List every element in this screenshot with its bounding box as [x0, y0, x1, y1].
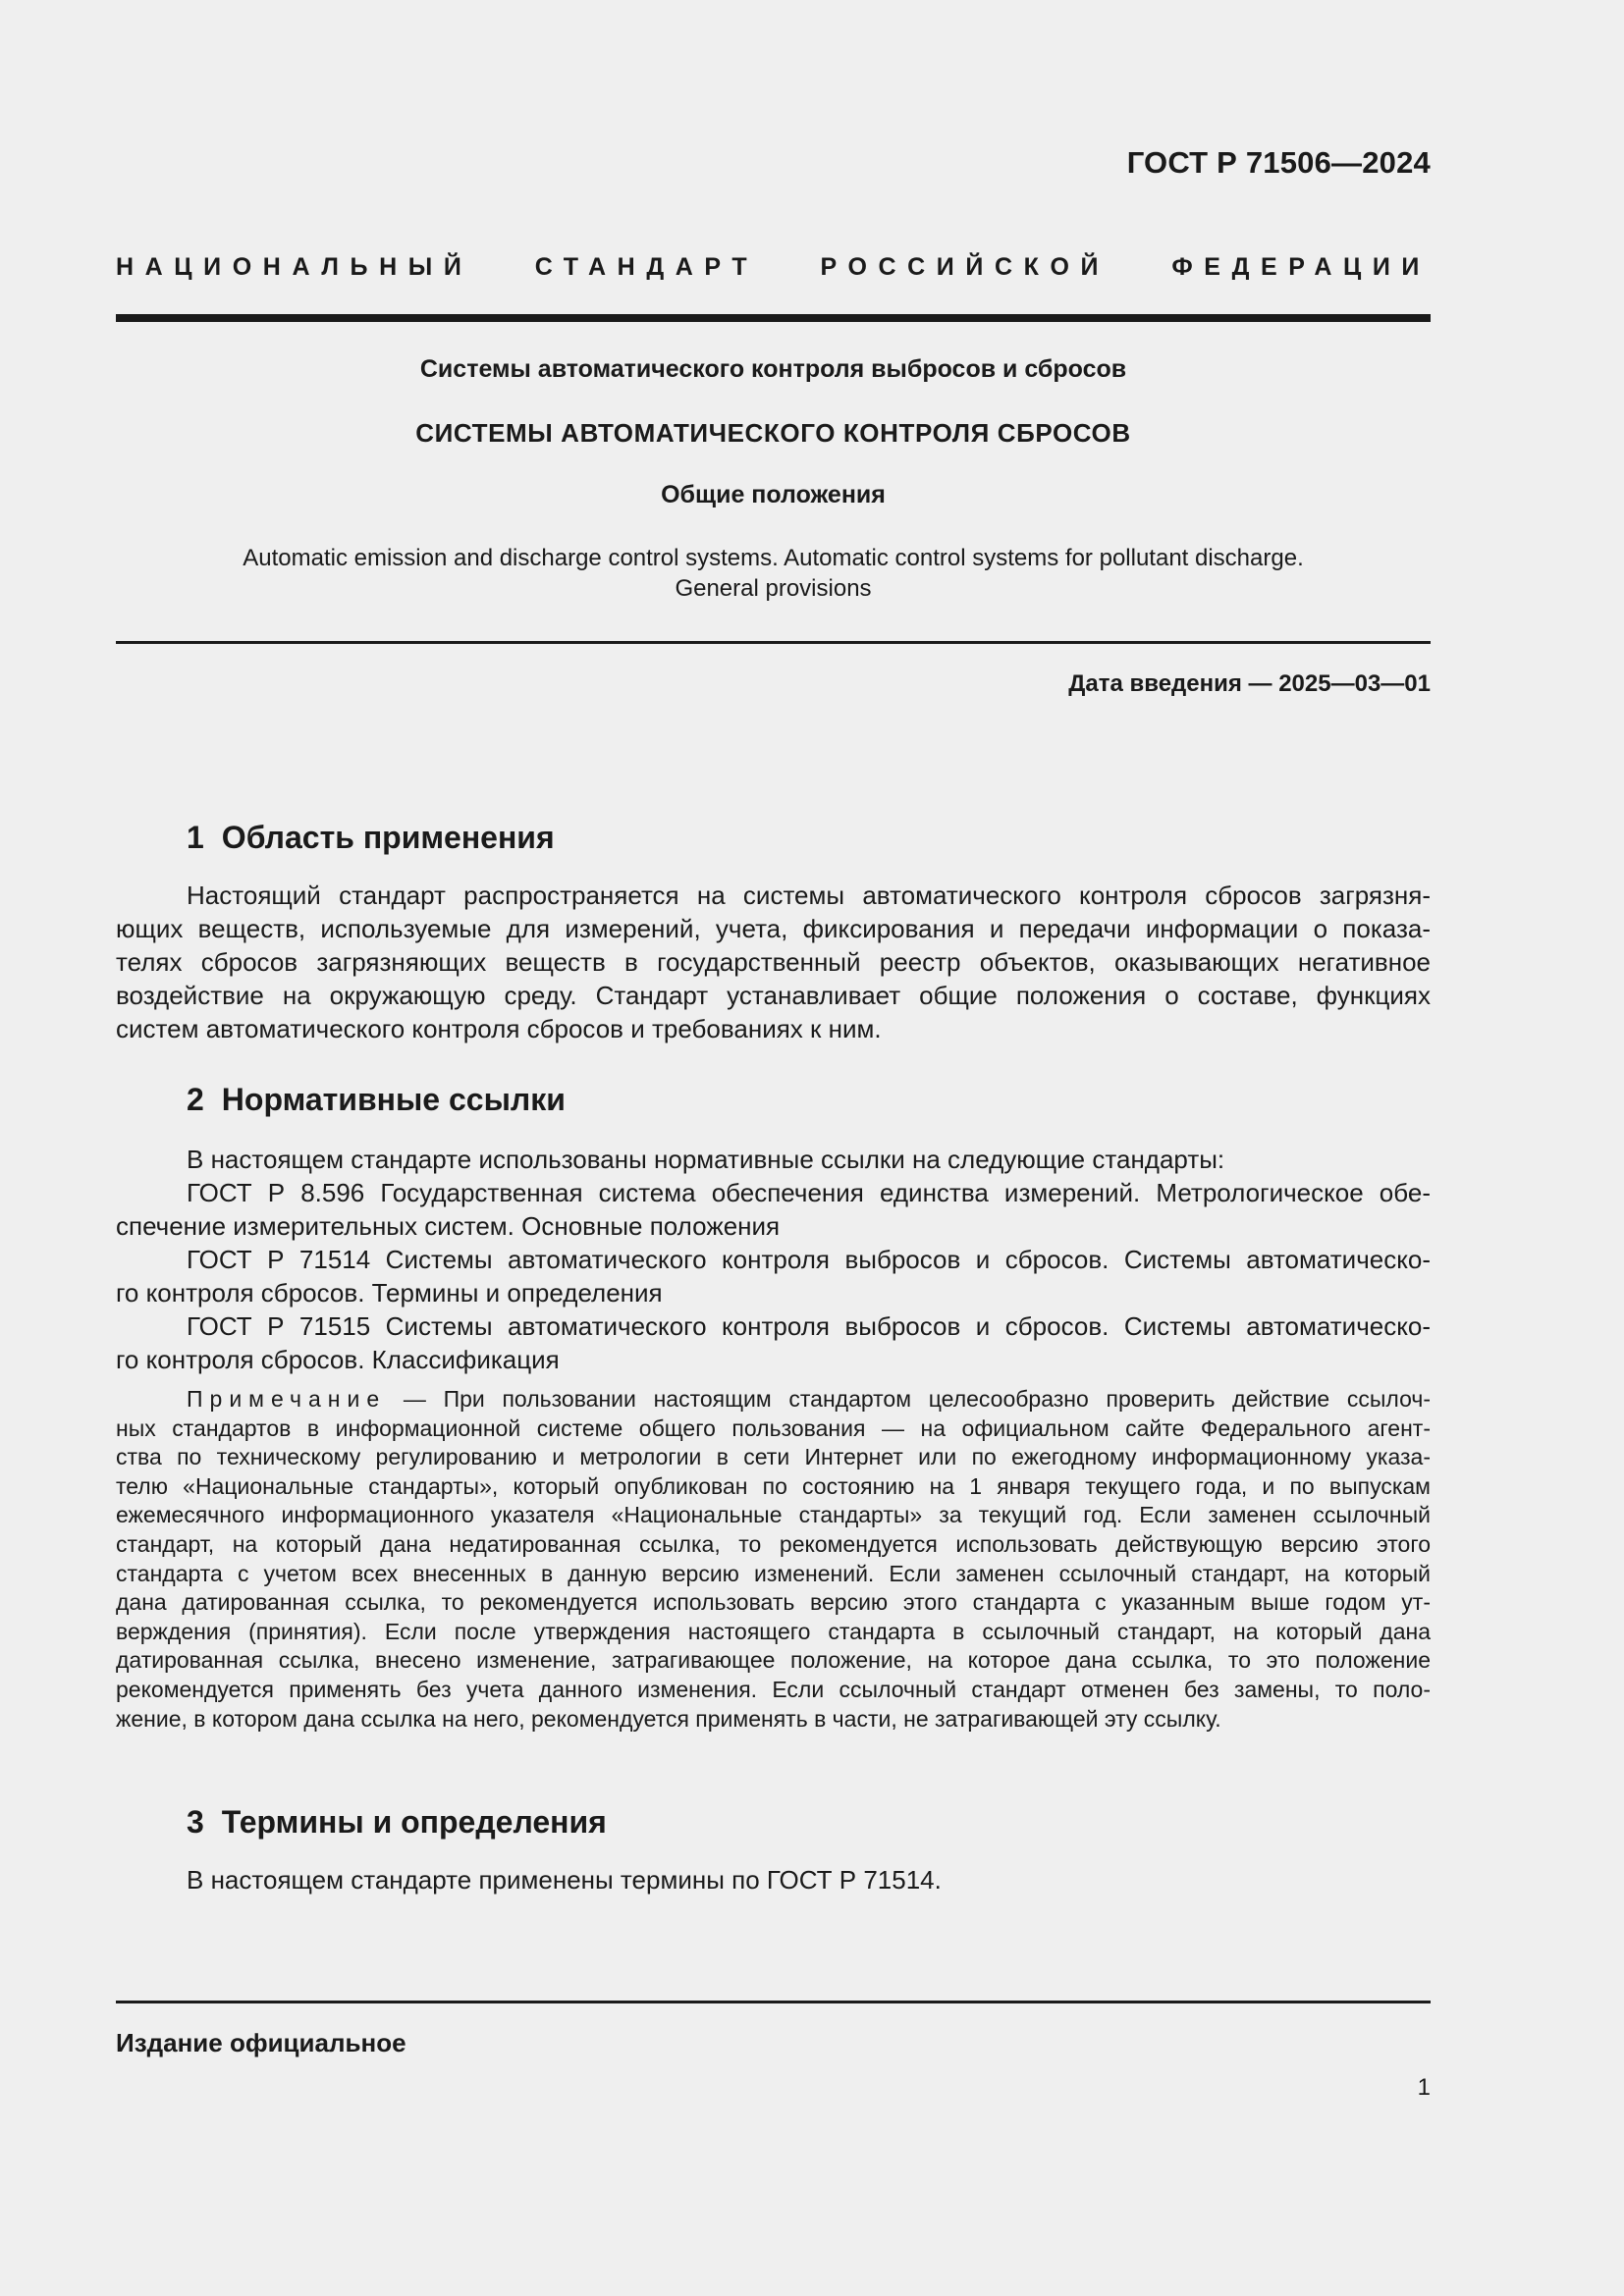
section-1-body: [116, 879, 1431, 1045]
reference-line: го контроля сбросов. Термины и определения: [116, 1278, 663, 1308]
note-line: рекомендуется применять без учета данного изменения. Если ссылочный стандарт отменен без замены, то поло-: [116, 1676, 1431, 1702]
reference-line: спечение измерительных систем. Основные положения: [116, 1211, 781, 1241]
title-english-line: Automatic emission and discharge control systems. Automatic control systems for pollutant discharge.: [243, 545, 1304, 571]
note-line: стандарта с учетом всех внесенных в данную версию изменений. Если заменен ссылочный стандарт, на который: [116, 1560, 1431, 1586]
text-line: воздействие на окружающую среду. Стандарт устанавливает общие положения о составе, функциях: [116, 981, 1431, 1010]
section-2-body: [116, 1143, 1431, 1376]
reference-line: ГОСТ Р 8.596 Государственная система обеспечения единства измерений. Метрологическое обе-: [187, 1178, 1431, 1207]
section-3-heading: [187, 1804, 607, 1841]
title-divider: [116, 641, 1431, 644]
header-divider-thick: [116, 314, 1431, 322]
note-line: дана датированная ссылка, то рекомендуется использовать версию этого стандарта с указанным выше годом ут-: [116, 1589, 1431, 1616]
note-line: верждения (принятия). Если после утверждения настоящего стандарта в ссылочный стандарт, на который дана: [116, 1618, 1431, 1644]
title-english-line: General provisions: [675, 575, 872, 602]
document-number: ГОСТ Р 71506—2024: [1126, 145, 1431, 180]
note-line: ства по техническому регулированию и метрологии в сети Интернет или по ежегодному информационному указа-: [116, 1444, 1431, 1470]
section-title: Нормативные ссылки: [221, 1082, 566, 1117]
note-line: ных стандартов в информационной системе общего пользования — на официальном сайте Федерального агент-: [116, 1415, 1431, 1441]
note-text: — При пользовании настоящим стандартом целесообразно проверить действие ссылоч-: [386, 1386, 1431, 1412]
section-3-body: [116, 1863, 1431, 1896]
title-main: СИСТЕМЫ АВТОМАТИЧЕСКОГО КОНТРОЛЯ СБРОСОВ: [415, 418, 1131, 448]
note-line: стандарт, на который дана недатированная ссылка, то рекомендуется использовать действующую версию этого: [116, 1530, 1431, 1557]
section-title: Область применения: [221, 820, 555, 855]
title-english: [116, 543, 1431, 604]
note-line: [116, 1385, 1431, 1415]
title-sub: Общие положения: [661, 481, 886, 508]
text-line: ющих веществ, используемые для измерений, учета, фиксирования и передачи информации о показа-: [116, 914, 1431, 943]
text-line: телях сбросов загрязняющих веществ в государственный реестр объектов, оказывающих негативное: [116, 947, 1431, 977]
note-line: датированная ссылка, внесено изменение, затрагивающее положение, на которое дана ссылка, то это положение: [116, 1647, 1431, 1674]
official-edition-label: Издание официальное: [116, 2028, 406, 2057]
document-page: [116, 0, 1431, 2296]
text-line: Настоящий стандарт распространяется на системы автоматического контроля сбросов загрязня-: [187, 881, 1431, 910]
section-number: 3: [187, 1804, 204, 1840]
footer-divider: [116, 2001, 1431, 2003]
introduction-date: Дата введения — 2025—03—01: [1068, 670, 1431, 697]
text-line: В настоящем стандарте применены термины по ГОСТ Р 71514.: [187, 1865, 942, 1895]
note-line: ежемесячного информационного указателя «Национальные стандарты» за текущий год. Если заменен ссылочный: [116, 1502, 1431, 1528]
text-line: систем автоматического контроля сбросов и требованиях к ним.: [116, 1014, 882, 1043]
reference-line: ГОСТ Р 71515 Системы автоматического контроля выбросов и сбросов. Системы автоматическо-: [187, 1311, 1431, 1341]
reference-line: ГОСТ Р 71514 Системы автоматического контроля выбросов и сбросов. Системы автоматическо-: [187, 1245, 1431, 1274]
section-number: 2: [187, 1082, 204, 1117]
page-number: 1: [1417, 2074, 1431, 2101]
title-general: Системы автоматического контроля выбросов и сбросов: [419, 355, 1127, 383]
note-line: телю «Национальные стандарты», который опубликован по состоянию на 1 января текущего года, и по выпускам: [116, 1472, 1431, 1499]
section-title: Термины и определения: [221, 1804, 607, 1840]
section-number: 1: [187, 820, 204, 855]
note-line: жение, в котором дана ссылка на него, рекомендуется применять в части, не затрагивающей эту ссылку.: [116, 1705, 1221, 1732]
reference-line: го контроля сбросов. Классификация: [116, 1345, 560, 1374]
note-block: [116, 1385, 1431, 1734]
section-2-heading: [187, 1082, 566, 1118]
text-line: В настоящем стандарте использованы нормативные ссылки на следующие стандарты:: [187, 1145, 1225, 1174]
national-standard-heading: НАЦИОНАЛЬНЫЙ СТАНДАРТ РОССИЙСКОЙ ФЕДЕРАЦИИ: [116, 253, 1431, 281]
note-label: Примечание: [187, 1386, 387, 1412]
section-1-heading: [187, 820, 555, 856]
